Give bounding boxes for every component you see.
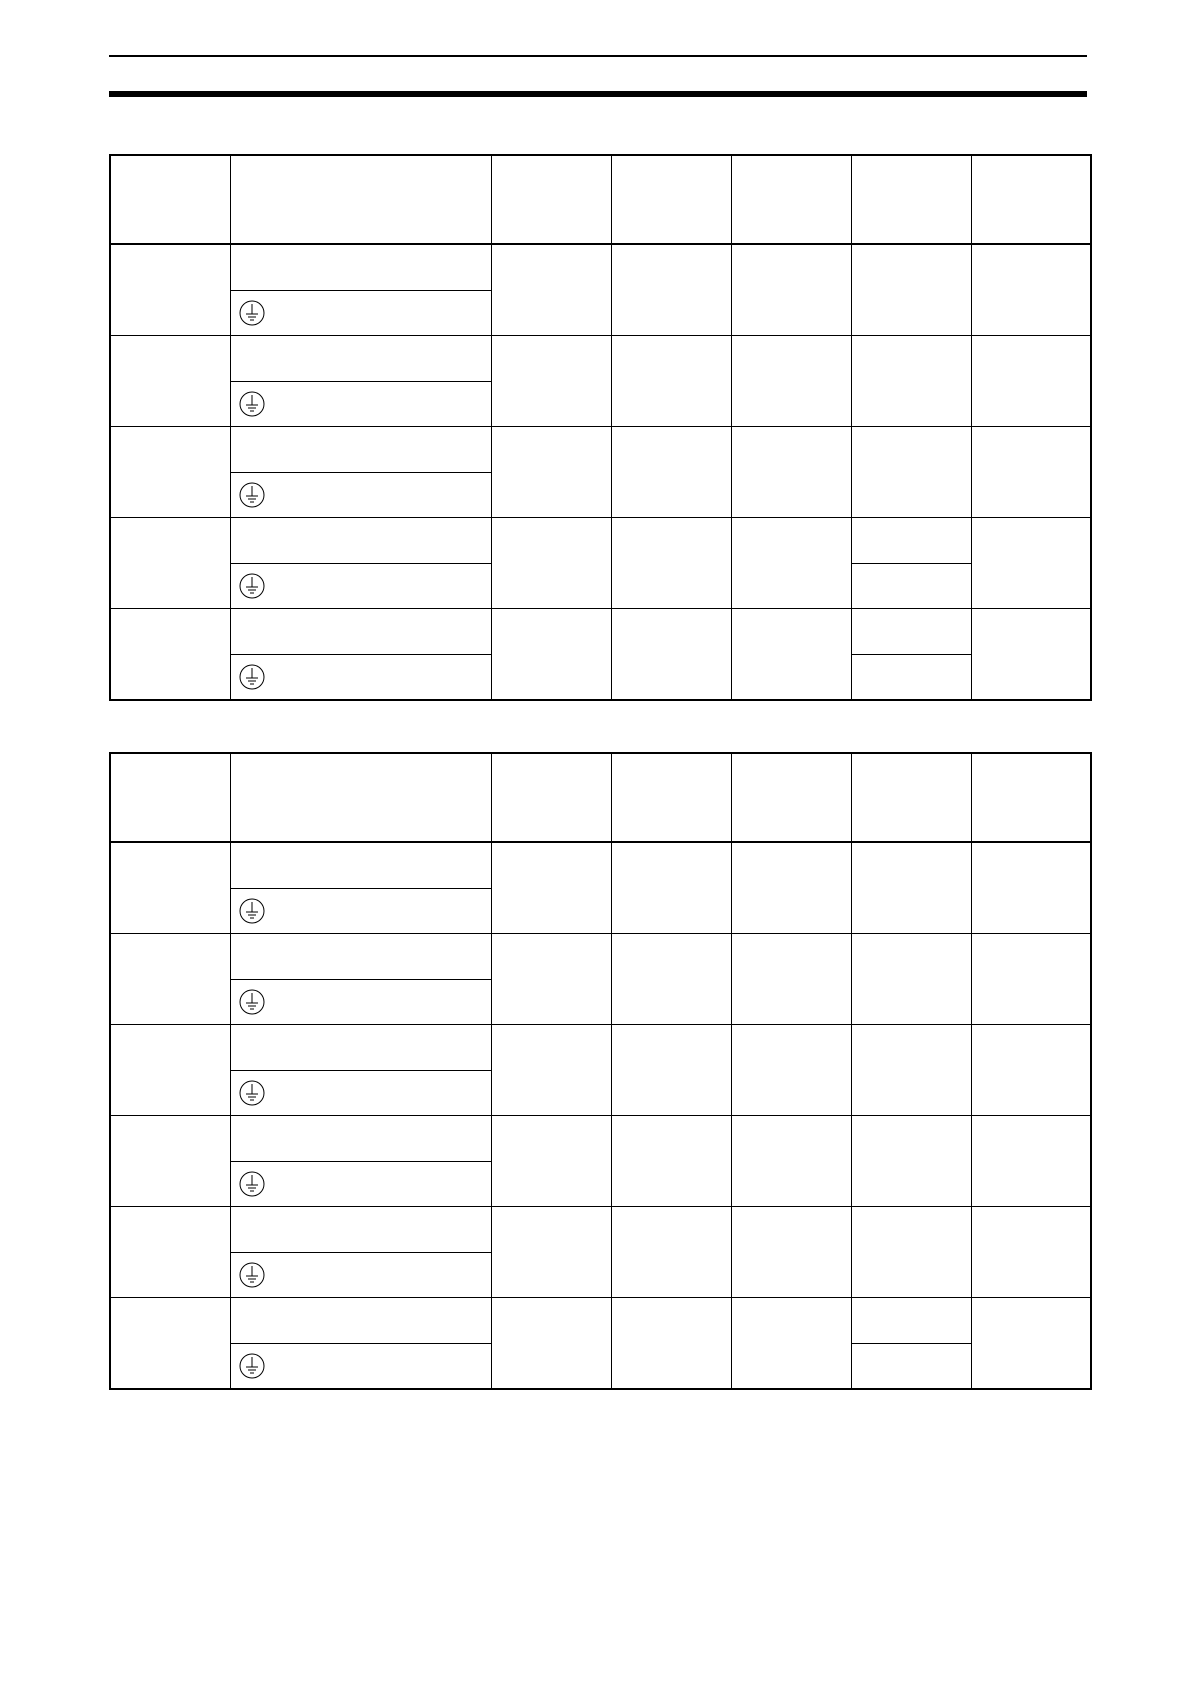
row-label-cell	[110, 244, 230, 336]
value-cell	[731, 427, 851, 518]
value-cell	[971, 1298, 1091, 1390]
value-cell	[971, 518, 1091, 609]
row-label-cell	[110, 609, 230, 701]
header-cell	[230, 753, 491, 842]
value-cell	[611, 336, 731, 427]
table-row	[110, 518, 1091, 564]
table-row	[110, 934, 1091, 980]
value-cell	[731, 1298, 851, 1390]
value-cell	[971, 1116, 1091, 1207]
ground-terminal-cell	[230, 382, 491, 427]
value-cell	[731, 1207, 851, 1298]
value-cell	[851, 1025, 971, 1116]
header-rule-thick	[109, 91, 1087, 97]
value-cell	[731, 1025, 851, 1116]
value-cell	[611, 244, 731, 336]
value-cell	[491, 842, 611, 934]
value-cell	[971, 934, 1091, 1025]
terminal-cell	[230, 1025, 491, 1071]
header-cell	[971, 155, 1091, 244]
row-label-cell	[110, 934, 230, 1025]
value-cell-upper	[851, 518, 971, 564]
ground-icon	[239, 573, 265, 599]
value-cell	[491, 1298, 611, 1390]
header-cell	[491, 753, 611, 842]
table-1	[109, 154, 1092, 701]
value-cell-upper	[851, 609, 971, 655]
value-cell	[971, 609, 1091, 701]
value-cell	[611, 609, 731, 701]
value-cell	[731, 609, 851, 701]
header-cell	[851, 753, 971, 842]
ground-terminal-cell	[230, 291, 491, 336]
row-label-cell	[110, 1207, 230, 1298]
terminal-cell	[230, 1116, 491, 1162]
value-cell	[491, 934, 611, 1025]
value-cell	[611, 1207, 731, 1298]
table-row	[110, 842, 1091, 889]
header-cell	[611, 155, 731, 244]
terminal-cell	[230, 1207, 491, 1253]
value-cell-lower	[851, 1344, 971, 1390]
ground-icon	[239, 1171, 265, 1197]
ground-terminal-cell	[230, 564, 491, 609]
value-cell	[611, 842, 731, 934]
row-label-cell	[110, 427, 230, 518]
ground-icon	[239, 391, 265, 417]
value-cell	[731, 244, 851, 336]
value-cell	[611, 1025, 731, 1116]
ground-terminal-cell	[230, 980, 491, 1025]
header-cell	[110, 753, 230, 842]
header-cell	[611, 753, 731, 842]
row-label-cell	[110, 336, 230, 427]
terminal-cell	[230, 244, 491, 291]
ground-icon	[239, 1353, 265, 1379]
terminal-cell	[230, 427, 491, 473]
header-rule-thin	[109, 55, 1087, 57]
ground-terminal-cell	[230, 1162, 491, 1207]
ground-terminal-cell	[230, 1253, 491, 1298]
value-cell-lower	[851, 564, 971, 609]
ground-icon	[239, 664, 265, 690]
value-cell	[731, 336, 851, 427]
value-cell	[491, 1025, 611, 1116]
ground-terminal-cell	[230, 655, 491, 701]
row-label-cell	[110, 1025, 230, 1116]
value-cell	[851, 427, 971, 518]
header-cell	[110, 155, 230, 244]
value-cell	[731, 1116, 851, 1207]
header-cell	[491, 155, 611, 244]
row-label-cell	[110, 1298, 230, 1390]
value-cell	[971, 1025, 1091, 1116]
ground-icon	[239, 1262, 265, 1288]
value-cell	[491, 518, 611, 609]
value-cell	[851, 1116, 971, 1207]
ground-terminal-cell	[230, 889, 491, 934]
value-cell	[611, 1116, 731, 1207]
terminal-cell	[230, 609, 491, 655]
value-cell	[971, 244, 1091, 336]
value-cell	[611, 934, 731, 1025]
value-cell	[611, 518, 731, 609]
value-cell	[851, 934, 971, 1025]
value-cell	[731, 518, 851, 609]
table-row	[110, 336, 1091, 382]
table-row	[110, 427, 1091, 473]
table-row	[110, 1025, 1091, 1071]
table-row	[110, 1116, 1091, 1162]
value-cell	[491, 609, 611, 701]
header-cell	[230, 155, 491, 244]
value-cell	[611, 1298, 731, 1390]
value-cell	[971, 842, 1091, 934]
value-cell	[851, 842, 971, 934]
table-2	[109, 752, 1092, 1390]
value-cell	[731, 934, 851, 1025]
table-row	[110, 1207, 1091, 1253]
terminal-cell	[230, 934, 491, 980]
ground-icon	[239, 1080, 265, 1106]
table-row	[110, 609, 1091, 655]
value-cell	[731, 842, 851, 934]
value-cell	[971, 336, 1091, 427]
value-cell	[971, 427, 1091, 518]
row-label-cell	[110, 1116, 230, 1207]
value-cell	[491, 1207, 611, 1298]
ground-icon	[239, 300, 265, 326]
table-header-row	[110, 155, 1091, 244]
ground-icon	[239, 898, 265, 924]
value-cell	[611, 427, 731, 518]
header-cell	[731, 753, 851, 842]
terminal-cell	[230, 336, 491, 382]
value-cell	[851, 1207, 971, 1298]
row-label-cell	[110, 518, 230, 609]
header-cell	[851, 155, 971, 244]
header-cell	[731, 155, 851, 244]
terminal-cell	[230, 518, 491, 564]
value-cell	[491, 1116, 611, 1207]
header-cell	[971, 753, 1091, 842]
value-cell-upper	[851, 1298, 971, 1344]
value-cell-lower	[851, 655, 971, 701]
value-cell	[491, 244, 611, 336]
ground-icon	[239, 989, 265, 1015]
value-cell	[971, 1207, 1091, 1298]
terminal-cell	[230, 842, 491, 889]
ground-terminal-cell	[230, 1344, 491, 1390]
table-header-row	[110, 753, 1091, 842]
value-cell	[491, 427, 611, 518]
terminal-cell	[230, 1298, 491, 1344]
ground-icon	[239, 482, 265, 508]
table-row	[110, 1298, 1091, 1344]
ground-terminal-cell	[230, 473, 491, 518]
value-cell	[851, 336, 971, 427]
value-cell	[491, 336, 611, 427]
row-label-cell	[110, 842, 230, 934]
table-row	[110, 244, 1091, 291]
ground-terminal-cell	[230, 1071, 491, 1116]
value-cell	[851, 244, 971, 336]
